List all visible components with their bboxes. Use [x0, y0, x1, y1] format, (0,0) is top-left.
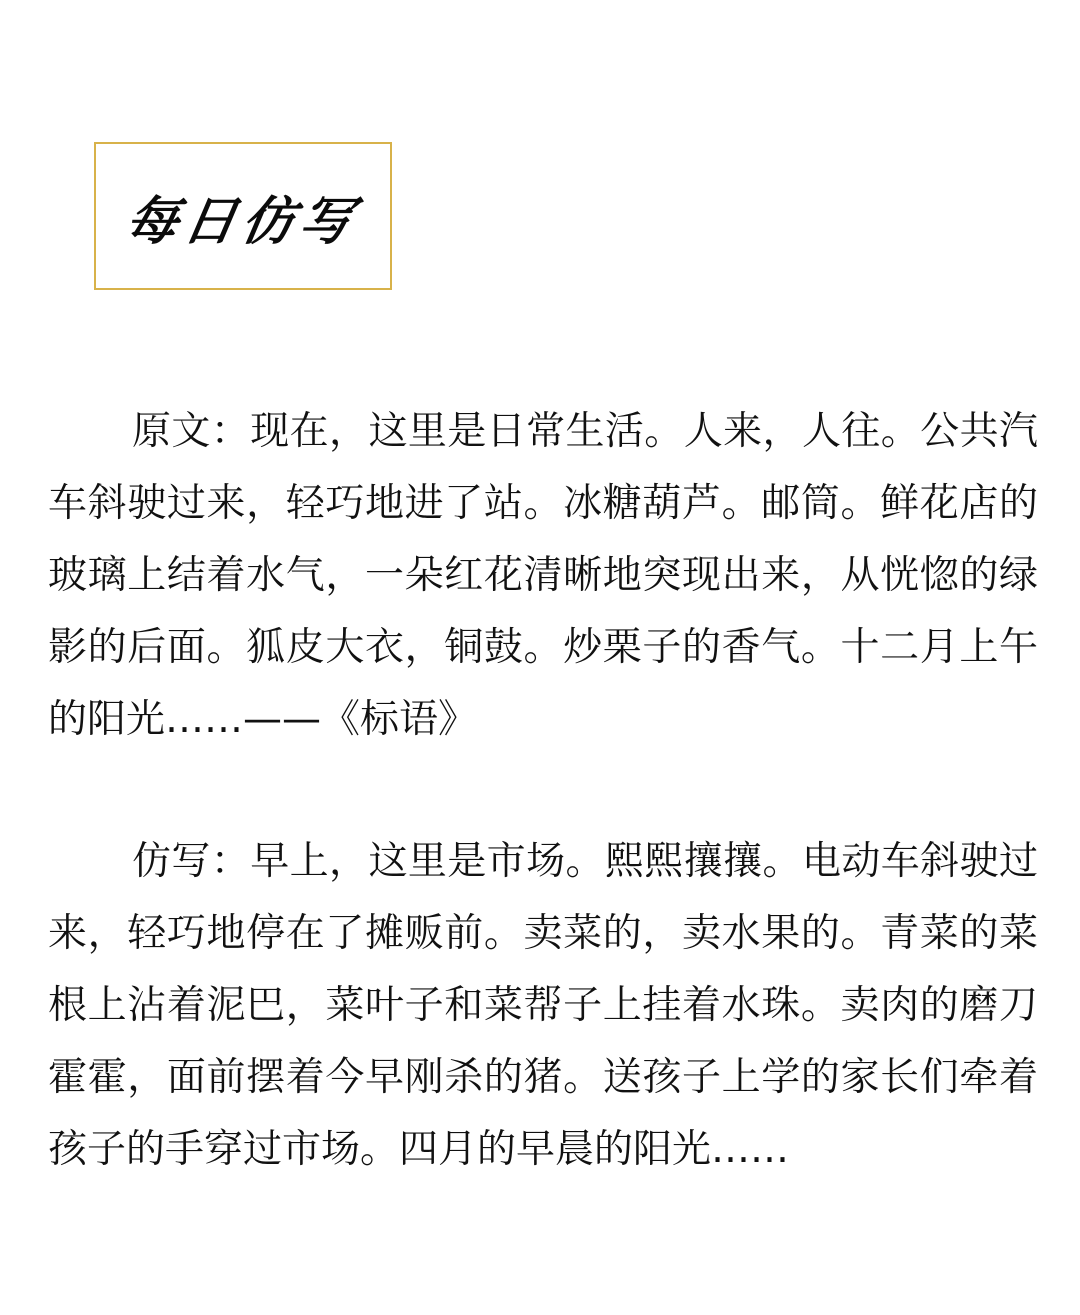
original-paragraph: 原文：现在，这里是日常生活。人来，人往。公共汽车斜驶过来，轻巧地进了站。冰糖葫芦。邮筒。鲜花店的玻璃上结着水气，一朵红花清晰地突现出来，从恍惚的绿影的后面。狐皮大衣，铜鼓。炒栗子的香气。十二月上午的阳光……——《标语》 — [48, 409, 1038, 742]
page-title: 每日仿写 — [120, 190, 364, 252]
imitation-paragraph: 仿写：早上，这里是市场。熙熙攘攘。电动车斜驶过来，轻巧地停在了摊贩前。卖菜的，卖水果的。青菜的菜根上沾着泥巴，菜叶子和菜帮子上挂着水珠。卖肉的磨刀霍霍，面前摆着今早刚杀的猪。送孩子上学的家长们牵着孩子的手穿过市场。四月的早晨的阳光…… — [48, 839, 1038, 1172]
title-box — [94, 142, 392, 290]
